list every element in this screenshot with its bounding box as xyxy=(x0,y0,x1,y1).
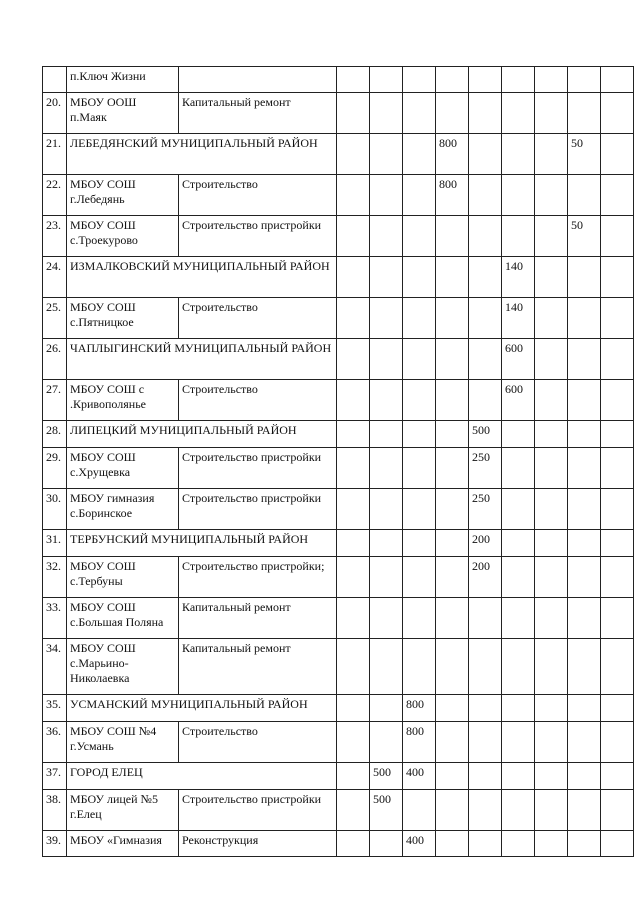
row-number: 32. xyxy=(43,557,67,598)
value-cell-7 xyxy=(535,530,568,557)
table-row xyxy=(43,448,634,489)
school-name: п.Ключ Жизни xyxy=(67,67,179,93)
table-row xyxy=(43,639,634,695)
value-cell-9 xyxy=(601,530,634,557)
district-row xyxy=(43,695,634,722)
table-body xyxy=(43,67,634,857)
value-cell-4 xyxy=(436,695,469,722)
value-cell-2 xyxy=(370,339,403,380)
value-cell-3 xyxy=(403,93,436,134)
work-type: Капитальный ремонт xyxy=(179,93,337,134)
work-type: Строительство xyxy=(179,380,337,421)
value-cell-8 xyxy=(568,557,601,598)
school-name: МБОУ «Гимназия xyxy=(67,831,179,857)
value-cell-7 xyxy=(535,695,568,722)
value-cell-8: 50 xyxy=(568,134,601,175)
row-number xyxy=(43,67,67,93)
value-cell-9 xyxy=(601,448,634,489)
value-cell-3 xyxy=(403,790,436,831)
work-type: Строительство xyxy=(179,175,337,216)
value-cell-3 xyxy=(403,134,436,175)
value-cell-5 xyxy=(469,790,502,831)
value-cell-6 xyxy=(502,448,535,489)
value-cell-4 xyxy=(436,380,469,421)
value-cell-3 xyxy=(403,557,436,598)
value-cell-2 xyxy=(370,93,403,134)
value-cell-2 xyxy=(370,695,403,722)
district-name: ТЕРБУНСКИЙ МУНИЦИПАЛЬНЫЙ РАЙОН xyxy=(67,530,337,557)
value-cell-2 xyxy=(370,639,403,695)
value-cell-2 xyxy=(370,67,403,93)
value-cell-5 xyxy=(469,67,502,93)
value-cell-8 xyxy=(568,93,601,134)
value-cell-3 xyxy=(403,380,436,421)
value-cell-8 xyxy=(568,448,601,489)
value-cell-5: 200 xyxy=(469,557,502,598)
district-row xyxy=(43,339,634,380)
value-cell-9 xyxy=(601,763,634,790)
district-row xyxy=(43,763,634,790)
value-cell-4: 800 xyxy=(436,175,469,216)
value-cell-7 xyxy=(535,763,568,790)
value-cell-8 xyxy=(568,298,601,339)
value-cell-3 xyxy=(403,421,436,448)
value-cell-6 xyxy=(502,489,535,530)
value-cell-1 xyxy=(337,695,370,722)
value-cell-3 xyxy=(403,67,436,93)
school-name: МБОУ СОШ г.Лебедянь xyxy=(67,175,179,216)
work-type: Реконструкция xyxy=(179,831,337,857)
work-type: Капитальный ремонт xyxy=(179,598,337,639)
value-cell-9 xyxy=(601,831,634,857)
value-cell-7 xyxy=(535,134,568,175)
value-cell-9 xyxy=(601,339,634,380)
value-cell-1 xyxy=(337,421,370,448)
value-cell-3 xyxy=(403,339,436,380)
row-number: 29. xyxy=(43,448,67,489)
school-name: МБОУ СОШ №4 г.Усмань xyxy=(67,722,179,763)
value-cell-2 xyxy=(370,134,403,175)
row-number: 20. xyxy=(43,93,67,134)
value-cell-1 xyxy=(337,298,370,339)
value-cell-8 xyxy=(568,175,601,216)
value-cell-3: 800 xyxy=(403,722,436,763)
value-cell-8 xyxy=(568,598,601,639)
district-name: ЛИПЕЦКИЙ МУНИЦИПАЛЬНЫЙ РАЙОН xyxy=(67,421,337,448)
work-type: Строительство пристройки xyxy=(179,448,337,489)
row-number: 25. xyxy=(43,298,67,339)
row-number: 24. xyxy=(43,257,67,298)
row-number: 33. xyxy=(43,598,67,639)
value-cell-6: 600 xyxy=(502,339,535,380)
value-cell-5 xyxy=(469,831,502,857)
value-cell-9 xyxy=(601,695,634,722)
value-cell-9 xyxy=(601,421,634,448)
value-cell-7 xyxy=(535,421,568,448)
value-cell-7 xyxy=(535,93,568,134)
value-cell-6 xyxy=(502,134,535,175)
value-cell-4 xyxy=(436,216,469,257)
value-cell-4 xyxy=(436,790,469,831)
value-cell-4 xyxy=(436,67,469,93)
school-name: МБОУ СОШ с .Кривополянье xyxy=(67,380,179,421)
value-cell-4 xyxy=(436,722,469,763)
value-cell-5: 250 xyxy=(469,489,502,530)
value-cell-7 xyxy=(535,298,568,339)
value-cell-8 xyxy=(568,339,601,380)
table-row xyxy=(43,722,634,763)
value-cell-1 xyxy=(337,722,370,763)
value-cell-7 xyxy=(535,790,568,831)
district-row xyxy=(43,257,634,298)
value-cell-2 xyxy=(370,175,403,216)
value-cell-4 xyxy=(436,421,469,448)
value-cell-5 xyxy=(469,134,502,175)
work-type: Строительство пристройки xyxy=(179,489,337,530)
row-number: 28. xyxy=(43,421,67,448)
table-row xyxy=(43,557,634,598)
table-row xyxy=(43,489,634,530)
value-cell-3 xyxy=(403,175,436,216)
value-cell-8 xyxy=(568,722,601,763)
district-name: ЛЕБЕДЯНСКИЙ МУНИЦИПАЛЬНЫЙ РАЙОН xyxy=(67,134,337,175)
value-cell-1 xyxy=(337,134,370,175)
value-cell-1 xyxy=(337,831,370,857)
value-cell-7 xyxy=(535,67,568,93)
value-cell-1 xyxy=(337,257,370,298)
value-cell-9 xyxy=(601,175,634,216)
value-cell-7 xyxy=(535,448,568,489)
value-cell-4 xyxy=(436,557,469,598)
value-cell-7 xyxy=(535,175,568,216)
value-cell-6 xyxy=(502,790,535,831)
value-cell-5: 200 xyxy=(469,530,502,557)
value-cell-3 xyxy=(403,257,436,298)
value-cell-5 xyxy=(469,380,502,421)
work-type: Строительство xyxy=(179,298,337,339)
row-number: 21. xyxy=(43,134,67,175)
value-cell-5 xyxy=(469,722,502,763)
row-number: 31. xyxy=(43,530,67,557)
row-number: 35. xyxy=(43,695,67,722)
value-cell-2: 500 xyxy=(370,790,403,831)
value-cell-6: 140 xyxy=(502,257,535,298)
value-cell-7 xyxy=(535,557,568,598)
value-cell-9 xyxy=(601,380,634,421)
value-cell-1 xyxy=(337,380,370,421)
value-cell-1 xyxy=(337,216,370,257)
district-name: ГОРОД ЕЛЕЦ xyxy=(67,763,337,790)
value-cell-1 xyxy=(337,67,370,93)
value-cell-2 xyxy=(370,421,403,448)
value-cell-6 xyxy=(502,598,535,639)
value-cell-8 xyxy=(568,831,601,857)
value-cell-2 xyxy=(370,489,403,530)
table-row xyxy=(43,93,634,134)
value-cell-9 xyxy=(601,557,634,598)
value-cell-2 xyxy=(370,557,403,598)
table-row xyxy=(43,598,634,639)
row-number: 38. xyxy=(43,790,67,831)
value-cell-7 xyxy=(535,722,568,763)
district-row xyxy=(43,421,634,448)
value-cell-1 xyxy=(337,530,370,557)
value-cell-9 xyxy=(601,298,634,339)
row-number: 36. xyxy=(43,722,67,763)
value-cell-4 xyxy=(436,639,469,695)
row-number: 27. xyxy=(43,380,67,421)
table-row xyxy=(43,298,634,339)
value-cell-6 xyxy=(502,695,535,722)
row-number: 22. xyxy=(43,175,67,216)
value-cell-4: 800 xyxy=(436,134,469,175)
value-cell-4 xyxy=(436,298,469,339)
work-type: Строительство пристройки; xyxy=(179,557,337,598)
value-cell-5 xyxy=(469,763,502,790)
value-cell-2 xyxy=(370,257,403,298)
value-cell-5 xyxy=(469,695,502,722)
value-cell-8 xyxy=(568,530,601,557)
work-type: Строительство пристройки xyxy=(179,216,337,257)
value-cell-8 xyxy=(568,489,601,530)
value-cell-3 xyxy=(403,448,436,489)
value-cell-2 xyxy=(370,530,403,557)
value-cell-7 xyxy=(535,339,568,380)
value-cell-2 xyxy=(370,298,403,339)
value-cell-6 xyxy=(502,93,535,134)
district-name: ИЗМАЛКОВСКИЙ МУНИЦИПАЛЬНЫЙ РАЙОН xyxy=(67,257,337,298)
value-cell-7 xyxy=(535,380,568,421)
value-cell-7 xyxy=(535,257,568,298)
value-cell-6 xyxy=(502,67,535,93)
value-cell-9 xyxy=(601,67,634,93)
row-number: 37. xyxy=(43,763,67,790)
row-number: 30. xyxy=(43,489,67,530)
value-cell-3 xyxy=(403,598,436,639)
table-row xyxy=(43,831,634,857)
value-cell-8 xyxy=(568,695,601,722)
value-cell-4 xyxy=(436,489,469,530)
value-cell-4 xyxy=(436,448,469,489)
value-cell-3 xyxy=(403,298,436,339)
value-cell-4 xyxy=(436,763,469,790)
value-cell-7 xyxy=(535,639,568,695)
table-row xyxy=(43,175,634,216)
value-cell-1 xyxy=(337,557,370,598)
value-cell-3: 400 xyxy=(403,763,436,790)
value-cell-8 xyxy=(568,763,601,790)
value-cell-2 xyxy=(370,448,403,489)
school-name: МБОУ СОШ с.Троекурово xyxy=(67,216,179,257)
value-cell-2 xyxy=(370,722,403,763)
value-cell-9 xyxy=(601,489,634,530)
value-cell-8 xyxy=(568,790,601,831)
value-cell-2 xyxy=(370,380,403,421)
value-cell-5: 250 xyxy=(469,448,502,489)
table-row xyxy=(43,216,634,257)
value-cell-3 xyxy=(403,639,436,695)
value-cell-9 xyxy=(601,134,634,175)
value-cell-5 xyxy=(469,93,502,134)
value-cell-1 xyxy=(337,175,370,216)
value-cell-9 xyxy=(601,722,634,763)
value-cell-5 xyxy=(469,216,502,257)
district-name: УСМАНСКИЙ МУНИЦИПАЛЬНЫЙ РАЙОН xyxy=(67,695,337,722)
school-name: МБОУ лицей №5 г.Елец xyxy=(67,790,179,831)
school-name: МБОУ СОШ с.Хрущевка xyxy=(67,448,179,489)
value-cell-4 xyxy=(436,339,469,380)
school-name: МБОУ СОШ с.Марьино-Николаевка xyxy=(67,639,179,695)
value-cell-9 xyxy=(601,257,634,298)
value-cell-7 xyxy=(535,489,568,530)
value-cell-9 xyxy=(601,639,634,695)
value-cell-3 xyxy=(403,489,436,530)
value-cell-9 xyxy=(601,598,634,639)
value-cell-2: 500 xyxy=(370,763,403,790)
value-cell-6 xyxy=(502,175,535,216)
value-cell-3: 400 xyxy=(403,831,436,857)
value-cell-3 xyxy=(403,216,436,257)
row-number: 39. xyxy=(43,831,67,857)
value-cell-8 xyxy=(568,380,601,421)
row-number: 23. xyxy=(43,216,67,257)
table-row xyxy=(43,380,634,421)
value-cell-8 xyxy=(568,639,601,695)
value-cell-1 xyxy=(337,93,370,134)
work-type: Капитальный ремонт xyxy=(179,639,337,695)
value-cell-6 xyxy=(502,421,535,448)
work-type xyxy=(179,67,337,93)
value-cell-9 xyxy=(601,93,634,134)
value-cell-8 xyxy=(568,257,601,298)
value-cell-6: 140 xyxy=(502,298,535,339)
value-cell-1 xyxy=(337,598,370,639)
investment-table xyxy=(42,66,634,857)
value-cell-1 xyxy=(337,763,370,790)
value-cell-5 xyxy=(469,257,502,298)
table-row xyxy=(43,67,634,93)
value-cell-7 xyxy=(535,216,568,257)
value-cell-5 xyxy=(469,639,502,695)
value-cell-8 xyxy=(568,67,601,93)
district-row xyxy=(43,134,634,175)
value-cell-6 xyxy=(502,831,535,857)
school-name: МБОУ СОШ с.Пятницкое xyxy=(67,298,179,339)
value-cell-4 xyxy=(436,831,469,857)
value-cell-7 xyxy=(535,598,568,639)
value-cell-1 xyxy=(337,448,370,489)
value-cell-2 xyxy=(370,216,403,257)
value-cell-6 xyxy=(502,639,535,695)
value-cell-6 xyxy=(502,557,535,598)
value-cell-7 xyxy=(535,831,568,857)
value-cell-5 xyxy=(469,598,502,639)
value-cell-8 xyxy=(568,421,601,448)
value-cell-5 xyxy=(469,339,502,380)
district-name: ЧАПЛЫГИНСКИЙ МУНИЦИПАЛЬНЫЙ РАЙОН xyxy=(67,339,337,380)
value-cell-4 xyxy=(436,530,469,557)
value-cell-4 xyxy=(436,93,469,134)
value-cell-4 xyxy=(436,257,469,298)
value-cell-6: 600 xyxy=(502,380,535,421)
district-row xyxy=(43,530,634,557)
value-cell-2 xyxy=(370,831,403,857)
school-name: МБОУ СОШ с.Большая Поляна xyxy=(67,598,179,639)
work-type: Строительство xyxy=(179,722,337,763)
value-cell-9 xyxy=(601,790,634,831)
value-cell-6 xyxy=(502,216,535,257)
school-name: МБОУ ООШ п.Маяк xyxy=(67,93,179,134)
row-number: 26. xyxy=(43,339,67,380)
value-cell-5: 500 xyxy=(469,421,502,448)
table-row xyxy=(43,790,634,831)
value-cell-1 xyxy=(337,339,370,380)
value-cell-5 xyxy=(469,175,502,216)
row-number: 34. xyxy=(43,639,67,695)
value-cell-5 xyxy=(469,298,502,339)
value-cell-3 xyxy=(403,530,436,557)
value-cell-1 xyxy=(337,639,370,695)
school-name: МБОУ гимназия с.Боринское xyxy=(67,489,179,530)
value-cell-4 xyxy=(436,598,469,639)
work-type: Строительство пристройки xyxy=(179,790,337,831)
value-cell-9 xyxy=(601,216,634,257)
value-cell-1 xyxy=(337,790,370,831)
value-cell-2 xyxy=(370,598,403,639)
value-cell-6 xyxy=(502,722,535,763)
value-cell-8: 50 xyxy=(568,216,601,257)
school-name: МБОУ СОШ с.Тербуны xyxy=(67,557,179,598)
value-cell-6 xyxy=(502,763,535,790)
value-cell-6 xyxy=(502,530,535,557)
value-cell-3: 800 xyxy=(403,695,436,722)
value-cell-1 xyxy=(337,489,370,530)
